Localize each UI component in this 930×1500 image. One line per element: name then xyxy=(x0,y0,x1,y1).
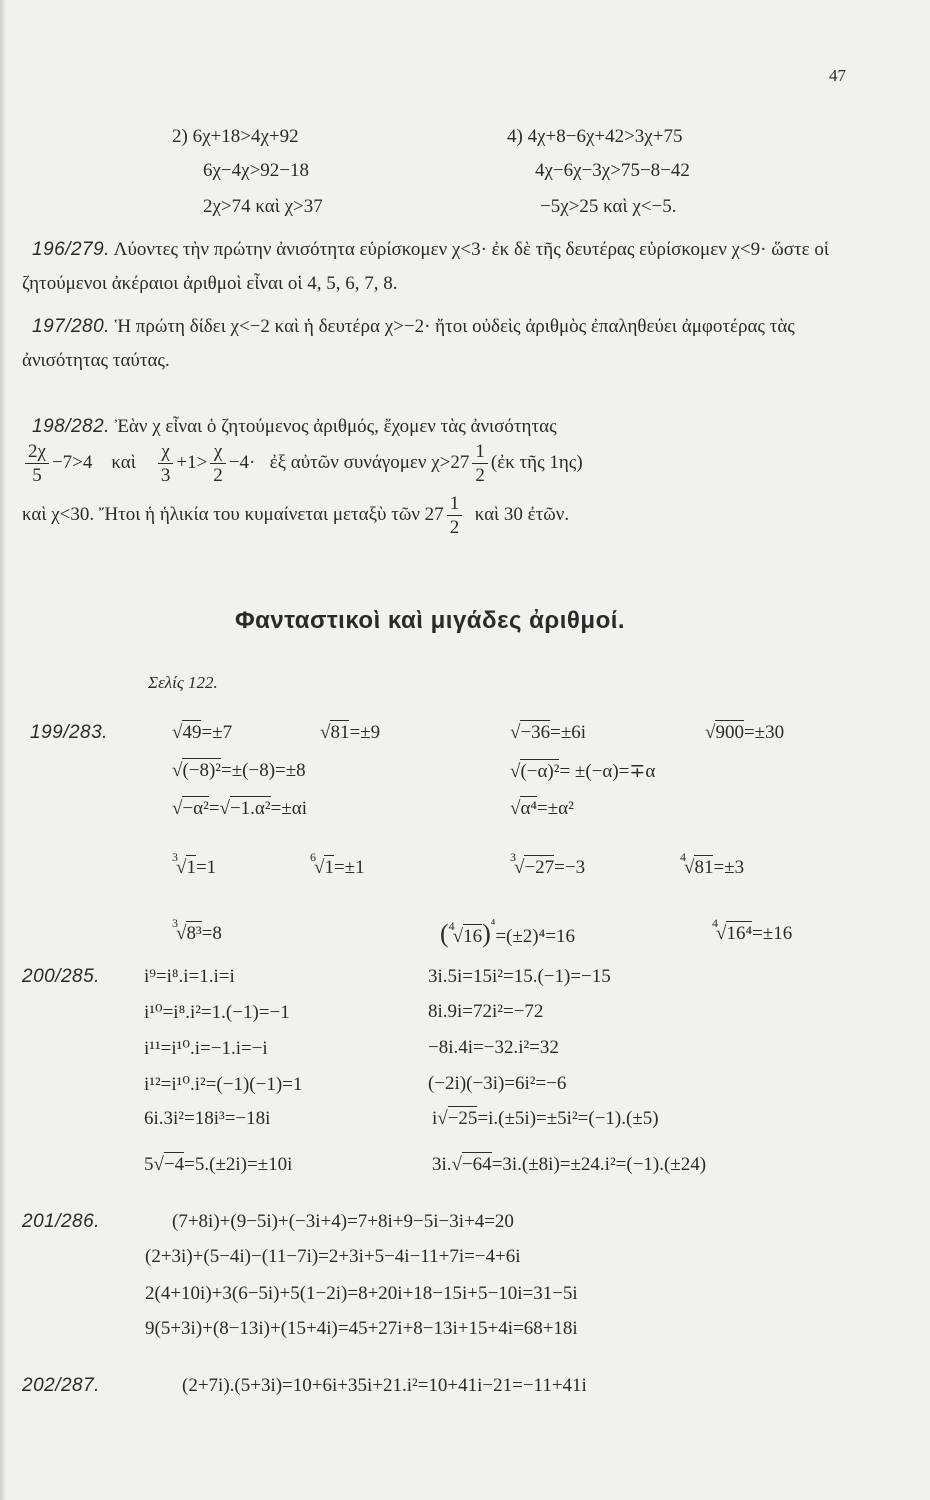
result: =±(−8)=±8 xyxy=(221,760,306,781)
root-81: √81=±9 xyxy=(320,722,381,743)
radicand: 49 xyxy=(182,722,202,743)
product-5-root-minus4: 5√−4=5.(±2i)=±10i xyxy=(144,1154,293,1175)
solution-198-age-end: καὶ 30 ἐτῶν. xyxy=(474,503,570,525)
ineq-2-line1 xyxy=(172,126,299,148)
product-6i-3i: 6i.3i²=18i³=−18i xyxy=(144,1108,271,1129)
solution-196 xyxy=(22,233,874,301)
fraction-numerator: χ xyxy=(158,442,174,464)
solution-202-label: 202/287. xyxy=(22,1375,100,1396)
solution-197-label: 197/280. xyxy=(32,316,110,337)
coefficient: i xyxy=(432,1108,438,1129)
inequality-1-rest: −7>4 xyxy=(51,451,93,473)
radicand: −α² xyxy=(182,798,209,819)
solution-198-source: (ἐκ τῆς 1ης) xyxy=(490,451,583,473)
solution-197-text: Ἡ πρώτη δίδει χ<−2 καὶ ἡ δευτέρα χ>−2· ἤτοι οὐδεὶς ἀριθμὸς ἐπαληθεύει ἀμφοτέρας τὰς ἀνισότητας ταύτας. xyxy=(22,316,795,371)
radicand: −25 xyxy=(447,1108,478,1129)
fraction-numerator: 2χ xyxy=(25,442,49,464)
solution-201-label: 201/286. xyxy=(22,1211,100,1232)
solution-198-line1 xyxy=(32,416,557,438)
conjunction-kai: καὶ xyxy=(111,451,136,473)
power-i-12: i¹²=i¹⁰.i²=(−1)(−1)=1 xyxy=(144,1074,303,1095)
radicand: −27 xyxy=(524,857,555,878)
ineq-2-line2: 6χ−4χ>92−18 xyxy=(203,160,310,181)
cube-root-minus-27: $^3$√−27=−3 xyxy=(510,850,586,878)
solution-196-text: Λύοντες τὴν πρώτην ἀνισότητα εὑρίσκομεν χ<3· ἐκ δὲ τῆς δευτέρας εὑρίσκομεν χ<9· ὥστε οἱ ζητούμενοι ἀκέραιοι ἀριθμοὶ εἶναι οἱ 4, 5, 6, 7, 8. xyxy=(22,239,829,294)
solution-200-label: 200/285. xyxy=(22,966,100,987)
radicand: −1.α² xyxy=(229,798,271,819)
radicand: 16⁴ xyxy=(726,923,753,944)
result: =±9 xyxy=(349,722,381,743)
result: =−3 xyxy=(554,857,586,878)
ineq-4-line2: 4χ−6χ−3χ>75−8−42 xyxy=(535,160,690,181)
radicand: −4 xyxy=(163,1154,185,1175)
sixth-root-1: $^6$√1=±1 xyxy=(310,850,365,878)
solution-198-conclusion: ἐξ αὐτῶν συνάγομεν χ>27 xyxy=(269,451,470,473)
result: =5.(±2i)=±10i xyxy=(184,1154,293,1175)
fraction-denominator: 2 xyxy=(449,517,460,538)
radicand: −36 xyxy=(520,722,551,743)
fraction-x-over-2 xyxy=(210,442,226,485)
product-line: (2+7i).(5+3i)=10+6i+35i+21.i²=10+41i−21=−11+41i xyxy=(182,1375,587,1396)
power-i-11: i¹¹=i¹⁰.i=−1.i=−i xyxy=(144,1038,268,1059)
result: =1 xyxy=(195,857,217,878)
result: =±6i xyxy=(550,722,587,743)
exponent: ⁴ xyxy=(490,916,496,931)
solution-199-label: 199/283. xyxy=(30,722,108,743)
product-minus8i-4i: −8i.4i=−32.i²=32 xyxy=(428,1037,559,1058)
product-3i-5i: 3i.5i=15i²=15.(−1)=−15 xyxy=(428,966,611,987)
ineq-4-expr1: 4χ+8−6χ+42>3χ+75 xyxy=(527,126,683,147)
result: = ±(−α)=∓α xyxy=(559,761,656,782)
root-49: √49=±7 xyxy=(172,722,233,743)
root-neg-a2: √−α²=√−1.α²=±αi xyxy=(172,798,307,819)
solution-196-label: 196/279. xyxy=(32,239,110,260)
radicand: 1 xyxy=(324,857,334,878)
sum-line-2: (2+3i)+(5−4i)−(11−7i)=2+3i+5−4i−11+7i=−4+6i xyxy=(145,1246,521,1267)
page-edge-shadow xyxy=(0,0,6,1500)
solution-198-line3 xyxy=(22,494,569,537)
radicand: −64 xyxy=(461,1154,492,1175)
result: =±1 xyxy=(333,857,365,878)
root-900: √900=±30 xyxy=(705,722,785,743)
fraction-2x-over-5 xyxy=(25,442,49,485)
radicand: 16 xyxy=(463,926,483,947)
inequality-2-rest: −4· xyxy=(228,451,256,473)
result: =±3 xyxy=(713,857,745,878)
coefficient: 3i. xyxy=(432,1154,452,1175)
product-i-root-minus25: i√−25=i.(±5i)=±5i²=(−1).(±5) xyxy=(432,1108,659,1129)
result: =3i.(±8i)=±24.i²=(−1).(±24) xyxy=(491,1154,707,1175)
product-8i-9i: 8i.9i=72i²=−72 xyxy=(428,1001,544,1022)
fourth-root-81: $^4$√81=±3 xyxy=(680,850,745,878)
ineq-2-label: 2) xyxy=(172,126,188,147)
result: =±7 xyxy=(201,722,233,743)
fraction-denominator: 2 xyxy=(213,465,223,486)
section-subtitle: Σελίς 122. xyxy=(148,673,218,692)
result: =8 xyxy=(201,923,222,944)
solution-198-label: 198/282. xyxy=(32,416,110,437)
radicand: (−α)² xyxy=(520,761,560,782)
product-minus2i-minus3i: (−2i)(−3i)=6i²=−6 xyxy=(428,1073,567,1094)
ineq-4-line1 xyxy=(507,126,682,148)
result: =±16 xyxy=(752,923,793,944)
radicand: 81 xyxy=(694,857,714,878)
root-a4: √α⁴=±α² xyxy=(510,798,574,819)
fraction-denominator: 3 xyxy=(160,465,171,486)
result: =i.(±5i)=±5i²=(−1).(±5) xyxy=(477,1108,659,1129)
cube-root-8-cubed: $^3$√8³=8 xyxy=(172,916,222,944)
sum-line-4: 9(5+3i)+(8−13i)+(15+4i)=45+27i+8−13i+15+4i=68+18i xyxy=(145,1318,578,1339)
coefficient: 5 xyxy=(144,1154,154,1175)
radicand: 8³ xyxy=(186,923,202,944)
power-i-10: i¹⁰=i⁸.i²=1.(−1)=−1 xyxy=(144,1002,290,1023)
index: 3 xyxy=(510,850,516,864)
fourth-root-16-4: $^4$√16⁴=±16 xyxy=(712,916,793,944)
fraction-numerator: 1 xyxy=(447,494,463,516)
inequality-2-mid: +1> xyxy=(176,451,208,473)
ineq-2-expr1: 6χ+18>4χ+92 xyxy=(192,126,299,147)
solution-197 xyxy=(22,310,874,378)
root-minus8-squared: √(−8)²=±(−8)=±8 xyxy=(172,760,306,781)
page-number: 47 xyxy=(829,66,846,85)
result: =±α² xyxy=(537,798,574,819)
cube-root-1: $^3$√1=1 xyxy=(172,850,217,878)
fraction-numerator: 1 xyxy=(472,442,488,464)
fraction-numerator: χ xyxy=(210,442,226,464)
result: =±αi xyxy=(270,798,307,819)
index: 4 xyxy=(448,919,455,933)
radicand: 900 xyxy=(715,722,744,743)
index: 3 xyxy=(172,850,178,864)
result: =±30 xyxy=(743,722,785,743)
radicand: (−8)² xyxy=(182,760,222,781)
ineq-4-line3: −5χ>25 καὶ χ<−5. xyxy=(540,196,677,217)
index: 3 xyxy=(172,916,178,930)
index: 6 xyxy=(310,850,316,864)
solution-198-age-range: καὶ χ<30. Ἤτοι ἡ ἡλικία του κυμαίνεται μεταξὺ τῶν 27 xyxy=(22,503,444,525)
index: 4 xyxy=(712,916,718,930)
fraction-x-over-3 xyxy=(158,442,174,485)
fraction-one-half-2 xyxy=(447,494,463,537)
solution-198-inequalities xyxy=(22,442,583,485)
fourth-root-16-power4: $(^4√16)^{^4}=(\pm 2)^4=16$ xyxy=(440,916,575,948)
product-3i-root-minus64: 3i.√−64=3i.(±8i)=±24.i²=(−1).(±24) xyxy=(432,1154,707,1175)
section-title: Φανταστικοὶ καὶ μιγάδες ἀριθμοί. xyxy=(234,607,626,634)
fraction-denominator: 2 xyxy=(475,465,485,486)
result: =(±2)⁴=16 xyxy=(495,926,575,947)
fraction-one-half xyxy=(472,442,488,485)
sum-line-1: (7+8i)+(9−5i)+(−3i+4)=7+8i+9−5i−3i+4=20 xyxy=(172,1211,514,1232)
solution-198-text1: Ἐὰν χ εἶναι ὁ ζητούμενος ἀριθμός, ἔχομεν τὰς ἀνισότητας xyxy=(114,416,557,437)
ineq-4-label: 4) xyxy=(507,126,523,147)
root-minus-36: √−36=±6i xyxy=(510,722,587,743)
equals: = xyxy=(208,798,220,819)
root-minus-a-squared: √(−α)²= ±(−α)=∓α xyxy=(510,761,656,782)
radicand: 81 xyxy=(330,722,350,743)
ineq-2-line3: 2χ>74 καὶ χ>37 xyxy=(203,196,323,217)
sum-line-3: 2(4+10i)+3(6−5i)+5(1−2i)=8+20i+18−15i+5−10i=31−5i xyxy=(145,1283,578,1304)
power-i-9: i⁹=i⁸.i=1.i=i xyxy=(144,966,235,987)
fraction-denominator: 5 xyxy=(32,465,42,486)
radicand: α⁴ xyxy=(520,798,538,819)
radicand: 1 xyxy=(186,857,196,878)
index: 4 xyxy=(680,850,686,864)
